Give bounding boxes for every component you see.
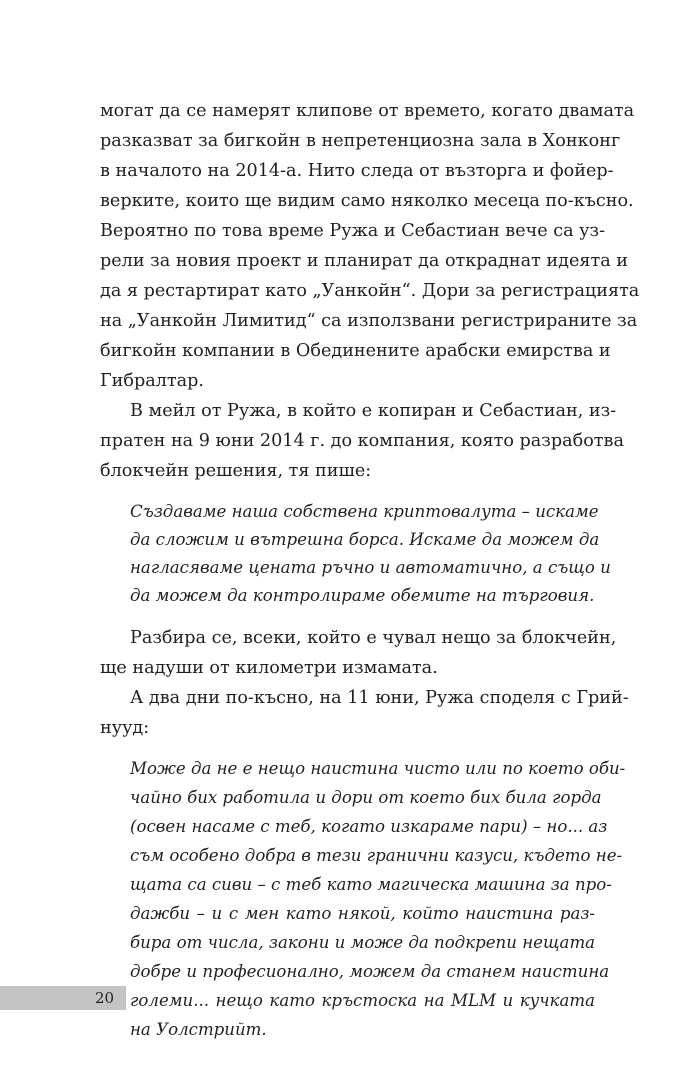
text-line: верките, които ще видим само няколко месеца по-късно. <box>100 191 634 211</box>
quote-line: нагласяваме цената ръчно и автоматично, а също и <box>130 558 611 577</box>
quote-line: чайно бих работила и дори от което бих била горда <box>130 788 602 807</box>
quote-line: бира от числа, закони и може да подкрепи нещата <box>130 933 596 952</box>
quote-line: (освен насаме с теб, когато изкараме пари) – но... аз <box>130 817 608 836</box>
quote-line: Създаваме наша собствена криптовалута – искаме <box>130 502 599 521</box>
text-line: блокчейн решения, тя пише: <box>100 461 372 481</box>
text-line: Вероятно по това време Ружа и Себастиан вече са уз- <box>100 221 606 241</box>
quote-line: добре и професионално, можем да станем наистина <box>130 962 610 981</box>
quote-line: да можем да контролираме обемите на търговия. <box>130 586 595 605</box>
text-line: в началото на 2014-а. Нито следа от възторга и фойер- <box>100 161 614 181</box>
text-line: А два дни по-късно, на 11 юни, Ружа споделя с Грий- <box>130 688 629 708</box>
text-line: могат да се намерят клипове от времето, когато двамата <box>100 101 635 121</box>
page-number: 20 <box>95 989 115 1007</box>
text-line: разказват за бигкойн в непретенциозна зала в Хонконг <box>100 131 621 151</box>
quote-line: съм особено добра в тези гранични казуси, където не- <box>130 846 623 865</box>
quote-line: дажби – и с мен като някой, който наистина раз- <box>130 904 595 923</box>
text-line: пратен на 9 юни 2014 г. до компания, която разработва <box>100 431 624 451</box>
quote-line: на Уолстрийт. <box>130 1020 267 1039</box>
quote-line: да сложим и вътрешна борса. Искаме да можем да <box>130 530 600 549</box>
quote-line: щата са сиви – с теб като магическа машина за про- <box>130 875 612 894</box>
text-line: ще надуши от километри измамата. <box>100 658 438 678</box>
text-line: бигкойн компании в Обединените арабски емирства и <box>100 341 611 361</box>
text-line: да я рестартират като „Уанкойн“. Дори за регистрацията <box>100 281 640 301</box>
text-line: Гибралтар. <box>100 371 204 391</box>
text-line: В мейл от Ружа, в който е копиран и Себастиан, из- <box>130 401 617 421</box>
text-line: на „Уанкойн Лимитид“ са използвани регистрираните за <box>100 311 638 331</box>
text-line: рели за новия проект и планират да откраднат идеята и <box>100 251 629 271</box>
text-line: нууд: <box>100 718 150 738</box>
quote-line: големи... нещо като кръстоска на MLM и кучката <box>130 991 595 1010</box>
text-line: Разбира се, всеки, който е чувал нещо за блокчейн, <box>130 628 617 648</box>
quote-line: Може да не е нещо наистина чисто или по което оби- <box>130 759 626 778</box>
